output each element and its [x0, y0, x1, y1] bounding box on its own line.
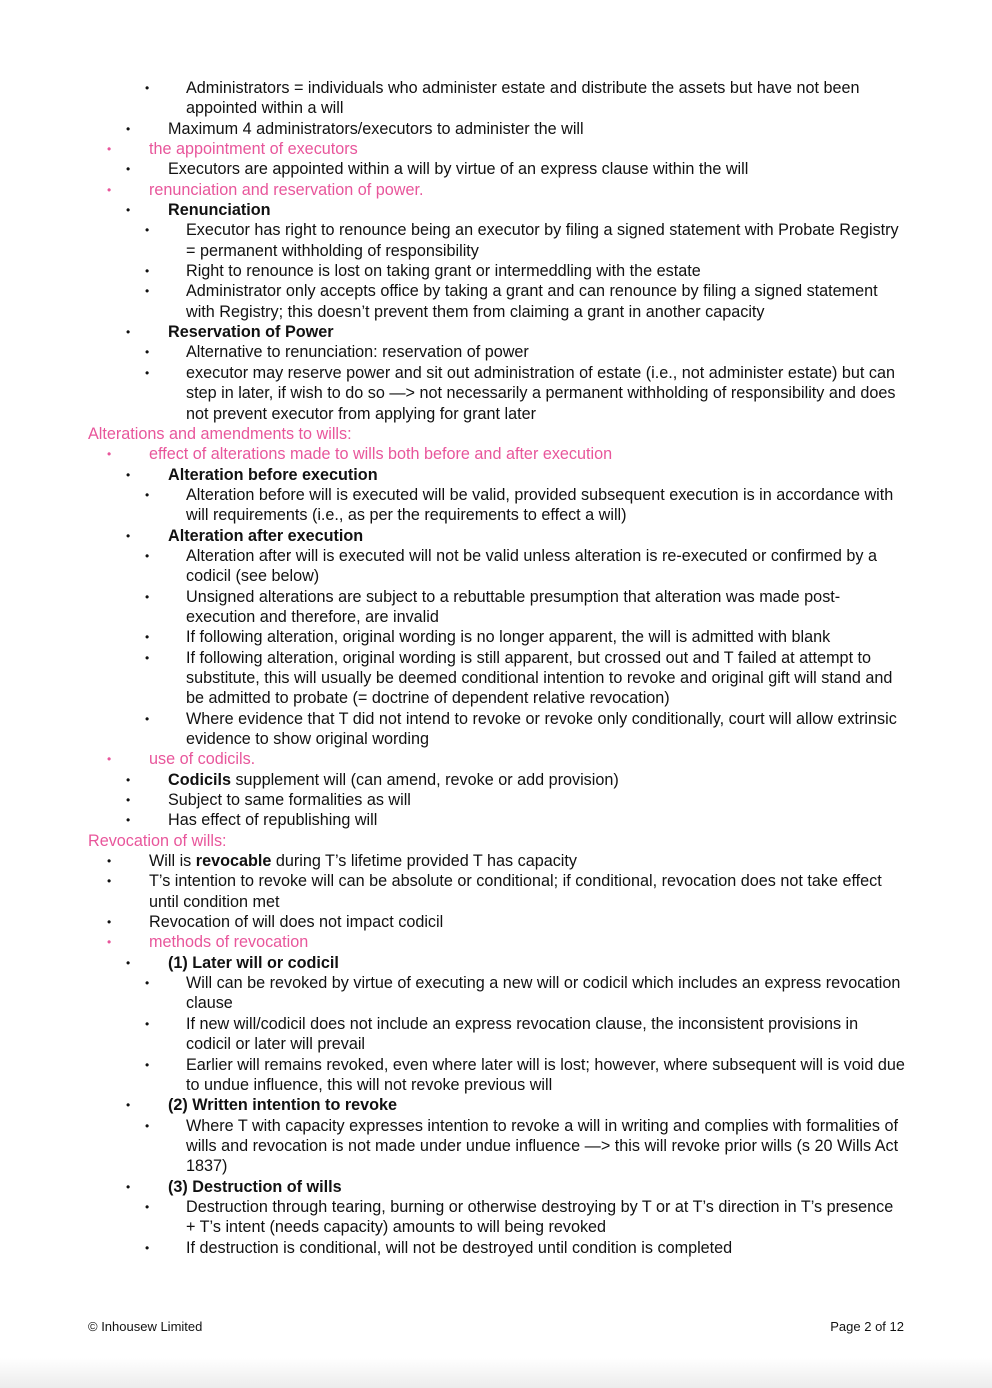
- list-item: [0, 851, 992, 871]
- list-item-text: [186, 78, 906, 119]
- list-item-text: [168, 1177, 912, 1197]
- list-item-text: [186, 281, 906, 322]
- text-run: Will can be revoked by virtue of executing a new will or codicil which includes an express revocation clause: [186, 974, 901, 1013]
- bullet-icon: •: [126, 813, 131, 828]
- list-item-text: [186, 546, 906, 587]
- bullet-icon: •: [107, 752, 112, 767]
- bold-term: Reservation of Power: [168, 323, 334, 342]
- text-run: Has effect of republishing will: [168, 811, 378, 830]
- list-item: [0, 627, 992, 647]
- list-item: [0, 220, 992, 261]
- bullet-icon: •: [145, 264, 150, 279]
- list-item: [0, 261, 992, 281]
- bullet-icon: •: [145, 81, 150, 95]
- list-item-text: [186, 1116, 906, 1177]
- list-item: [0, 119, 992, 139]
- list-item: [0, 810, 992, 830]
- text-run: Administrator only accepts office by taking a grant and can renounce by filing a signed statement with Registry; this doesn’t prevent them from claiming a grant in another capacity: [186, 282, 878, 321]
- text-run: Alteration after will is executed will not be valid unless alteration is re-executed or confirmed by a codicil (see below): [186, 546, 878, 586]
- list-item-text: [168, 322, 912, 342]
- bullet-icon: •: [145, 1199, 150, 1214]
- bullet-icon: •: [145, 1057, 150, 1072]
- list-item: [0, 1197, 992, 1238]
- text-run: during T’s lifetime provided T has capacity: [271, 852, 577, 871]
- bullet-icon: •: [107, 915, 112, 930]
- bullet-icon: •: [145, 1016, 150, 1031]
- topic-heading: [0, 749, 992, 769]
- text-run: Subject to same formalities as will: [168, 791, 411, 810]
- text-run: Alterations and amendments to wills:: [88, 424, 352, 443]
- list-item-text: [149, 139, 912, 159]
- text-run: the appointment of executors: [149, 140, 358, 159]
- list-item-text: [149, 180, 912, 200]
- text-run: Alternative to renunciation: reservation of power: [186, 343, 529, 362]
- list-item-text: [186, 1014, 906, 1055]
- topic-heading: [0, 444, 992, 464]
- text-run: Destruction through tearing, burning or otherwise destroying by T or at T’s direction in T’s presence + T’s intent (needs capacity) amounts to will being revoked: [186, 1197, 894, 1237]
- text-run: If following alteration, original wording is no longer apparent, the will is admitted with blank: [186, 628, 831, 647]
- list-item-text: [186, 485, 906, 526]
- bold-term: Alteration before execution: [168, 465, 378, 484]
- list-item-text: [168, 526, 912, 546]
- text-run: Revocation of will does not impact codicil: [149, 913, 444, 932]
- bullet-icon: •: [126, 772, 131, 787]
- bullet-icon: •: [145, 589, 150, 604]
- text-run: Alteration before will is executed will be valid, provided subsequent execution is in accordance with will requirements (i.e., as per the requirements to effect a will): [186, 485, 894, 525]
- section-heading: [0, 831, 992, 851]
- bullet-icon: •: [107, 935, 112, 950]
- bullet-icon: •: [126, 467, 131, 482]
- text-run: If destruction is conditional, will not be destroyed until condition is completed: [186, 1238, 733, 1257]
- list-item: [0, 1095, 992, 1115]
- list-item: [0, 648, 992, 709]
- bullet-icon: •: [145, 223, 150, 238]
- text-run: effect of alterations made to wills both before and after execution: [149, 445, 613, 464]
- text-run: T’s intention to revoke will can be absolute or conditional; if conditional, revocation does not take effect until condition met: [149, 872, 882, 911]
- list-item: [0, 1014, 992, 1055]
- list-item-text: [149, 912, 912, 932]
- list-item-text: [186, 1055, 906, 1096]
- text-run: If following alteration, original wording is still apparent, but crossed out and T failed at attempt to substitute, this will usually be deemed conditional intention to revoke and original gift will stand and be admitted to probate (= doctrine of dependent relative revocation): [186, 648, 893, 708]
- list-item-text: [186, 973, 906, 1014]
- bullet-icon: •: [107, 874, 112, 889]
- bullet-icon: •: [107, 854, 112, 869]
- bullet-icon: •: [126, 955, 131, 970]
- text-run: Where evidence that T did not intend to revoke or revoke only conditionally, court will allow extrinsic evidence to show original wording: [186, 709, 897, 748]
- list-item-text: [149, 932, 912, 952]
- bullet-icon: •: [145, 548, 150, 563]
- list-item: [0, 790, 992, 810]
- list-item: [0, 587, 992, 628]
- text-run: Maximum 4 administrators/executors to administer the will: [168, 119, 584, 138]
- list-item-text: [168, 159, 912, 179]
- bullet-icon: •: [145, 284, 150, 299]
- list-item-text: [168, 465, 912, 485]
- page-bottom-shadow: [0, 1358, 992, 1388]
- text-run: methods of revocation: [149, 933, 309, 952]
- list-item-text: [186, 587, 906, 628]
- list-item: [0, 546, 992, 587]
- text-run: Will is: [149, 852, 196, 871]
- bullet-icon: •: [145, 630, 150, 645]
- bullet-icon: •: [107, 182, 112, 197]
- list-item-text: [168, 790, 912, 810]
- list-item: [0, 912, 992, 932]
- list-item: [0, 770, 992, 790]
- list-item: [0, 322, 992, 342]
- text-run: Executors are appointed within a will by virtue of an express clause within the will: [168, 160, 749, 179]
- text-run: Earlier will remains revoked, even where later will is lost; however, where subsequent will is void due to undue influence, this will not revoke previous will: [186, 1055, 905, 1094]
- list-item-text: [88, 424, 992, 444]
- bold-term: (1) Later will or codicil: [168, 953, 339, 972]
- list-item: [0, 159, 992, 179]
- list-item: [0, 78, 992, 119]
- list-item-text: [168, 770, 912, 790]
- list-item: [0, 526, 992, 546]
- list-item: [0, 1177, 992, 1197]
- bullet-icon: •: [126, 162, 131, 177]
- bullet-icon: •: [126, 793, 131, 808]
- list-item: [0, 1116, 992, 1177]
- list-item-text: [186, 261, 906, 281]
- footer-page-number: Page 2 of 12: [830, 1319, 904, 1334]
- list-item-text: [186, 627, 906, 647]
- text-run: supplement will (can amend, revoke or add provision): [230, 770, 619, 789]
- bullet-icon: •: [145, 1118, 150, 1133]
- bullet-icon: •: [145, 487, 150, 502]
- bold-term: Codicils: [168, 770, 231, 789]
- list-item-text: [186, 1197, 906, 1238]
- list-item: [0, 465, 992, 485]
- list-item: [0, 709, 992, 750]
- bullet-icon: •: [145, 650, 150, 665]
- bullet-icon: •: [126, 528, 131, 543]
- topic-heading: [0, 139, 992, 159]
- list-item: [0, 363, 992, 424]
- bullet-icon: •: [145, 345, 150, 360]
- bullet-icon: •: [107, 447, 112, 462]
- bullet-icon: •: [145, 1240, 150, 1255]
- bullet-icon: •: [107, 142, 112, 157]
- list-item: [0, 281, 992, 322]
- list-item-text: [168, 119, 912, 139]
- bullet-icon: •: [145, 365, 150, 380]
- bullet-icon: •: [145, 711, 150, 726]
- list-item-text: [149, 749, 912, 769]
- topic-heading: [0, 180, 992, 200]
- list-item: [0, 973, 992, 1014]
- text-run: Where T with capacity expresses intention to revoke a will in writing and complies with formalities of wills and revocation is not made under undue influence —> this will revoke prior wills (s 20 Wills Act 1837): [186, 1116, 899, 1176]
- text-run: Administrators = individuals who administer estate and distribute the assets but have not been appointed within a will: [186, 79, 860, 118]
- list-item: [0, 953, 992, 973]
- text-run: Revocation of wills:: [88, 831, 227, 850]
- footer-copyright: © Inhousew Limited: [88, 1319, 203, 1334]
- bullet-icon: •: [126, 1179, 131, 1194]
- list-item: [0, 1055, 992, 1096]
- text-run: If new will/codicil does not include an express revocation clause, the inconsistent provisions in codicil or later will prevail: [186, 1014, 859, 1054]
- list-item-text: [186, 1238, 906, 1258]
- text-run: Right to renounce is lost on taking grant or intermeddling with the estate: [186, 262, 701, 281]
- list-item-text: [186, 648, 906, 709]
- text-run: use of codicils.: [149, 750, 256, 769]
- section-heading: [0, 424, 992, 444]
- list-item: [0, 485, 992, 526]
- list-item-text: [149, 871, 912, 912]
- bold-term: (2) Written intention to revoke: [168, 1096, 398, 1115]
- text-run: renunciation and reservation of power.: [149, 180, 424, 199]
- bullet-icon: •: [126, 121, 131, 136]
- list-item-text: [149, 444, 912, 464]
- bullet-icon: •: [145, 976, 150, 991]
- bold-term: revocable: [195, 852, 272, 871]
- bullet-icon: •: [126, 325, 131, 340]
- list-item-text: [186, 709, 906, 750]
- list-item-text: [168, 953, 912, 973]
- list-item: [0, 200, 992, 220]
- list-item-text: [168, 1095, 912, 1115]
- list-item-text: [186, 220, 906, 261]
- list-item-text: [186, 342, 906, 362]
- list-item: [0, 1238, 992, 1258]
- list-item-text: [168, 200, 912, 220]
- list-item-text: [88, 831, 992, 851]
- bold-term: Renunciation: [168, 201, 271, 220]
- list-item: [0, 871, 992, 912]
- text-run: Executor has right to renounce being an executor by filing a signed statement with Probate Registry = permanent withholding of responsibility: [186, 221, 899, 260]
- bullet-icon: •: [126, 203, 131, 218]
- bullet-icon: •: [126, 1098, 131, 1113]
- list-item-text: [149, 851, 912, 871]
- text-run: executor may reserve power and sit out administration of estate (i.e., not administer estate) but can step in later, if wish to do so —> not necessarily a permanent withholding of responsibility and does not prevent executor from applying for grant later: [186, 363, 896, 423]
- bold-term: Alteration after execution: [168, 526, 364, 545]
- bold-term: (3) Destruction of wills: [168, 1177, 342, 1196]
- text-run: Unsigned alterations are subject to a rebuttable presumption that alteration was made post-execution and therefore, are invalid: [186, 587, 841, 626]
- topic-heading: [0, 932, 992, 952]
- list-item-text: [186, 363, 906, 424]
- list-item-text: [168, 810, 912, 830]
- notes-outline: [0, 78, 992, 1258]
- list-item: [0, 342, 992, 362]
